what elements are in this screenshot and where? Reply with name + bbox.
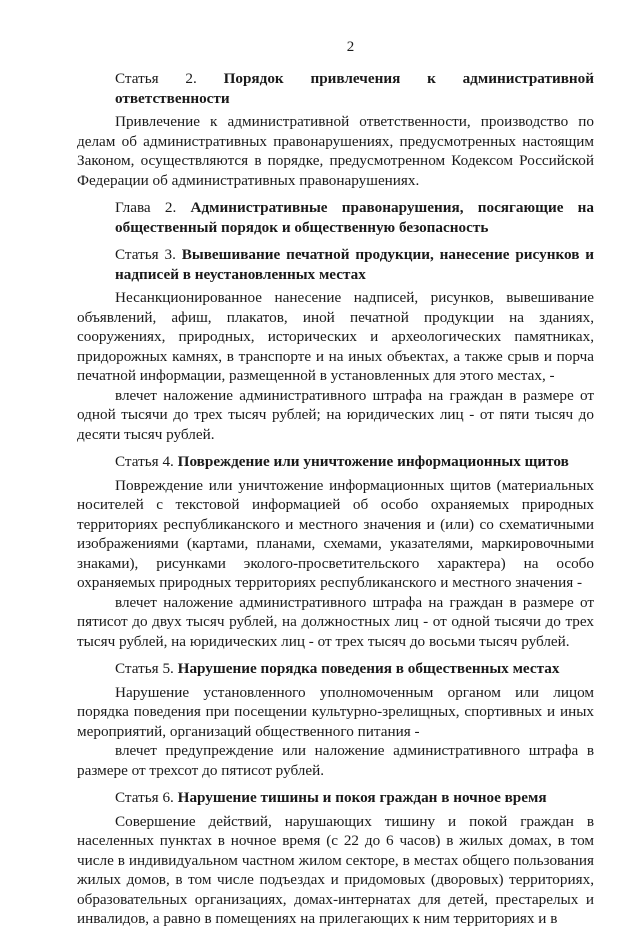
article-5-title: Нарушение порядка поведения в общественных местах (177, 660, 560, 677)
article-6-prefix: Статья 6. (115, 789, 178, 806)
article-2 (77, 69, 594, 190)
article-6 (77, 788, 594, 929)
article-6-title: Нарушение тишины и покоя граждан в ночное время (177, 789, 547, 806)
article-3-prefix: Статья 3. (115, 246, 182, 263)
article-4-paragraph-1: Повреждение или уничтожение информационных щитов (материальных носителей с текстовой информацией об особо охраняемых природных территориях республиканского и местного значения и (или) со схематичными изображениями (картами, планами, схемами, указателями, маркировочными знаками), рисунками эколого-просветительского характера) на особо охраняемых природных территориях республиканского и местного значения - (77, 476, 594, 591)
document-page (77, 38, 594, 935)
chapter-2-prefix: Глава 2. (115, 199, 191, 216)
article-5 (77, 659, 594, 780)
article-4 (77, 452, 594, 651)
article-5-prefix: Статья 5. (115, 660, 178, 677)
article-6-heading (77, 788, 594, 808)
article-4-prefix: Статья 4. (115, 453, 178, 470)
article-3-paragraph-1: Несанкционированное нанесение надписей, рисунков, вывешивание объявлений, афиш, плакатов, иной печатной продукции на зданиях, сооружениях, природных, исторических и археологических памятниках, придорожных камнях, в транспорте и на иных объектах, а также срыв и порча печатной информации, размещенной в установленных для этого местах, - (77, 289, 594, 384)
article-3 (77, 245, 594, 444)
article-2-heading (77, 69, 594, 108)
article-3-title-line1: Вывешивание печатной продукции, нанесение рисунков и (181, 246, 594, 263)
article-4-paragraph-2: влечет наложение административного штрафа на граждан в размере от пятисот до двух тысяч рублей, на должностных лиц - от одной тысячи до трех тысяч рублей, на юридических лиц - от трех тысяч до восьми тысяч рублей. (77, 593, 594, 650)
article-2-title-line1: Порядок привлечения к административной (223, 70, 594, 87)
article-5-heading (77, 659, 594, 679)
article-3-title-line2: надписей в неустановленных местах (115, 265, 366, 283)
article-3-heading (77, 245, 594, 284)
article-2-prefix: Статья 2. (115, 70, 224, 87)
chapter-2-title-line2: общественный порядок и общественную безопасность (115, 218, 489, 236)
article-2-title-line2: ответственности (115, 89, 230, 107)
article-5-paragraph-2: влечет предупреждение или наложение административного штрафа в размере от трехсот до пятисот рублей. (77, 742, 594, 779)
article-6-paragraph-1: Совершение действий, нарушающих тишину и покой граждан в населенных пунктах в ночное время (с 22 до 6 часов) в жилых домах, в том числе в индивидуальном частном жилом секторе, в местах общего пользования жилых домов, в том числе подъездах и придомовых (дворовых) территориях, образовательных организациях, домах-интернатах для детей, престарелых и инвалидов, а равно в помещениях на прилегающих к ним территориях и в (77, 812, 594, 927)
article-4-title: Повреждение или уничтожение информационных щитов (177, 453, 569, 470)
article-2-paragraph-1: Привлечение к административной ответственности, производство по делам об административных правонарушениях, предусмотренных настоящим Законом, осуществляются в порядке, предусмотренном Кодексом Российской Федерации об административных правонарушениях. (77, 113, 594, 189)
article-3-paragraph-2: влечет наложение административного штрафа на граждан в размере от одной тысячи до трех тысяч рублей; на юридических лиц - от пяти тысяч до десяти тысяч рублей. (77, 386, 594, 443)
chapter-2-heading (77, 198, 594, 237)
chapter-2 (77, 198, 594, 237)
page-number: 2 (346, 39, 355, 55)
article-5-paragraph-1: Нарушение установленного уполномоченным органом или лицом порядка поведения при посещении культурно-зрелищных, спортивных и иных мероприятий, организаций общественного питания - (77, 683, 594, 740)
article-4-heading (77, 452, 594, 472)
chapter-2-title-line1: Административные правонарушения, посягающие на (190, 199, 594, 216)
